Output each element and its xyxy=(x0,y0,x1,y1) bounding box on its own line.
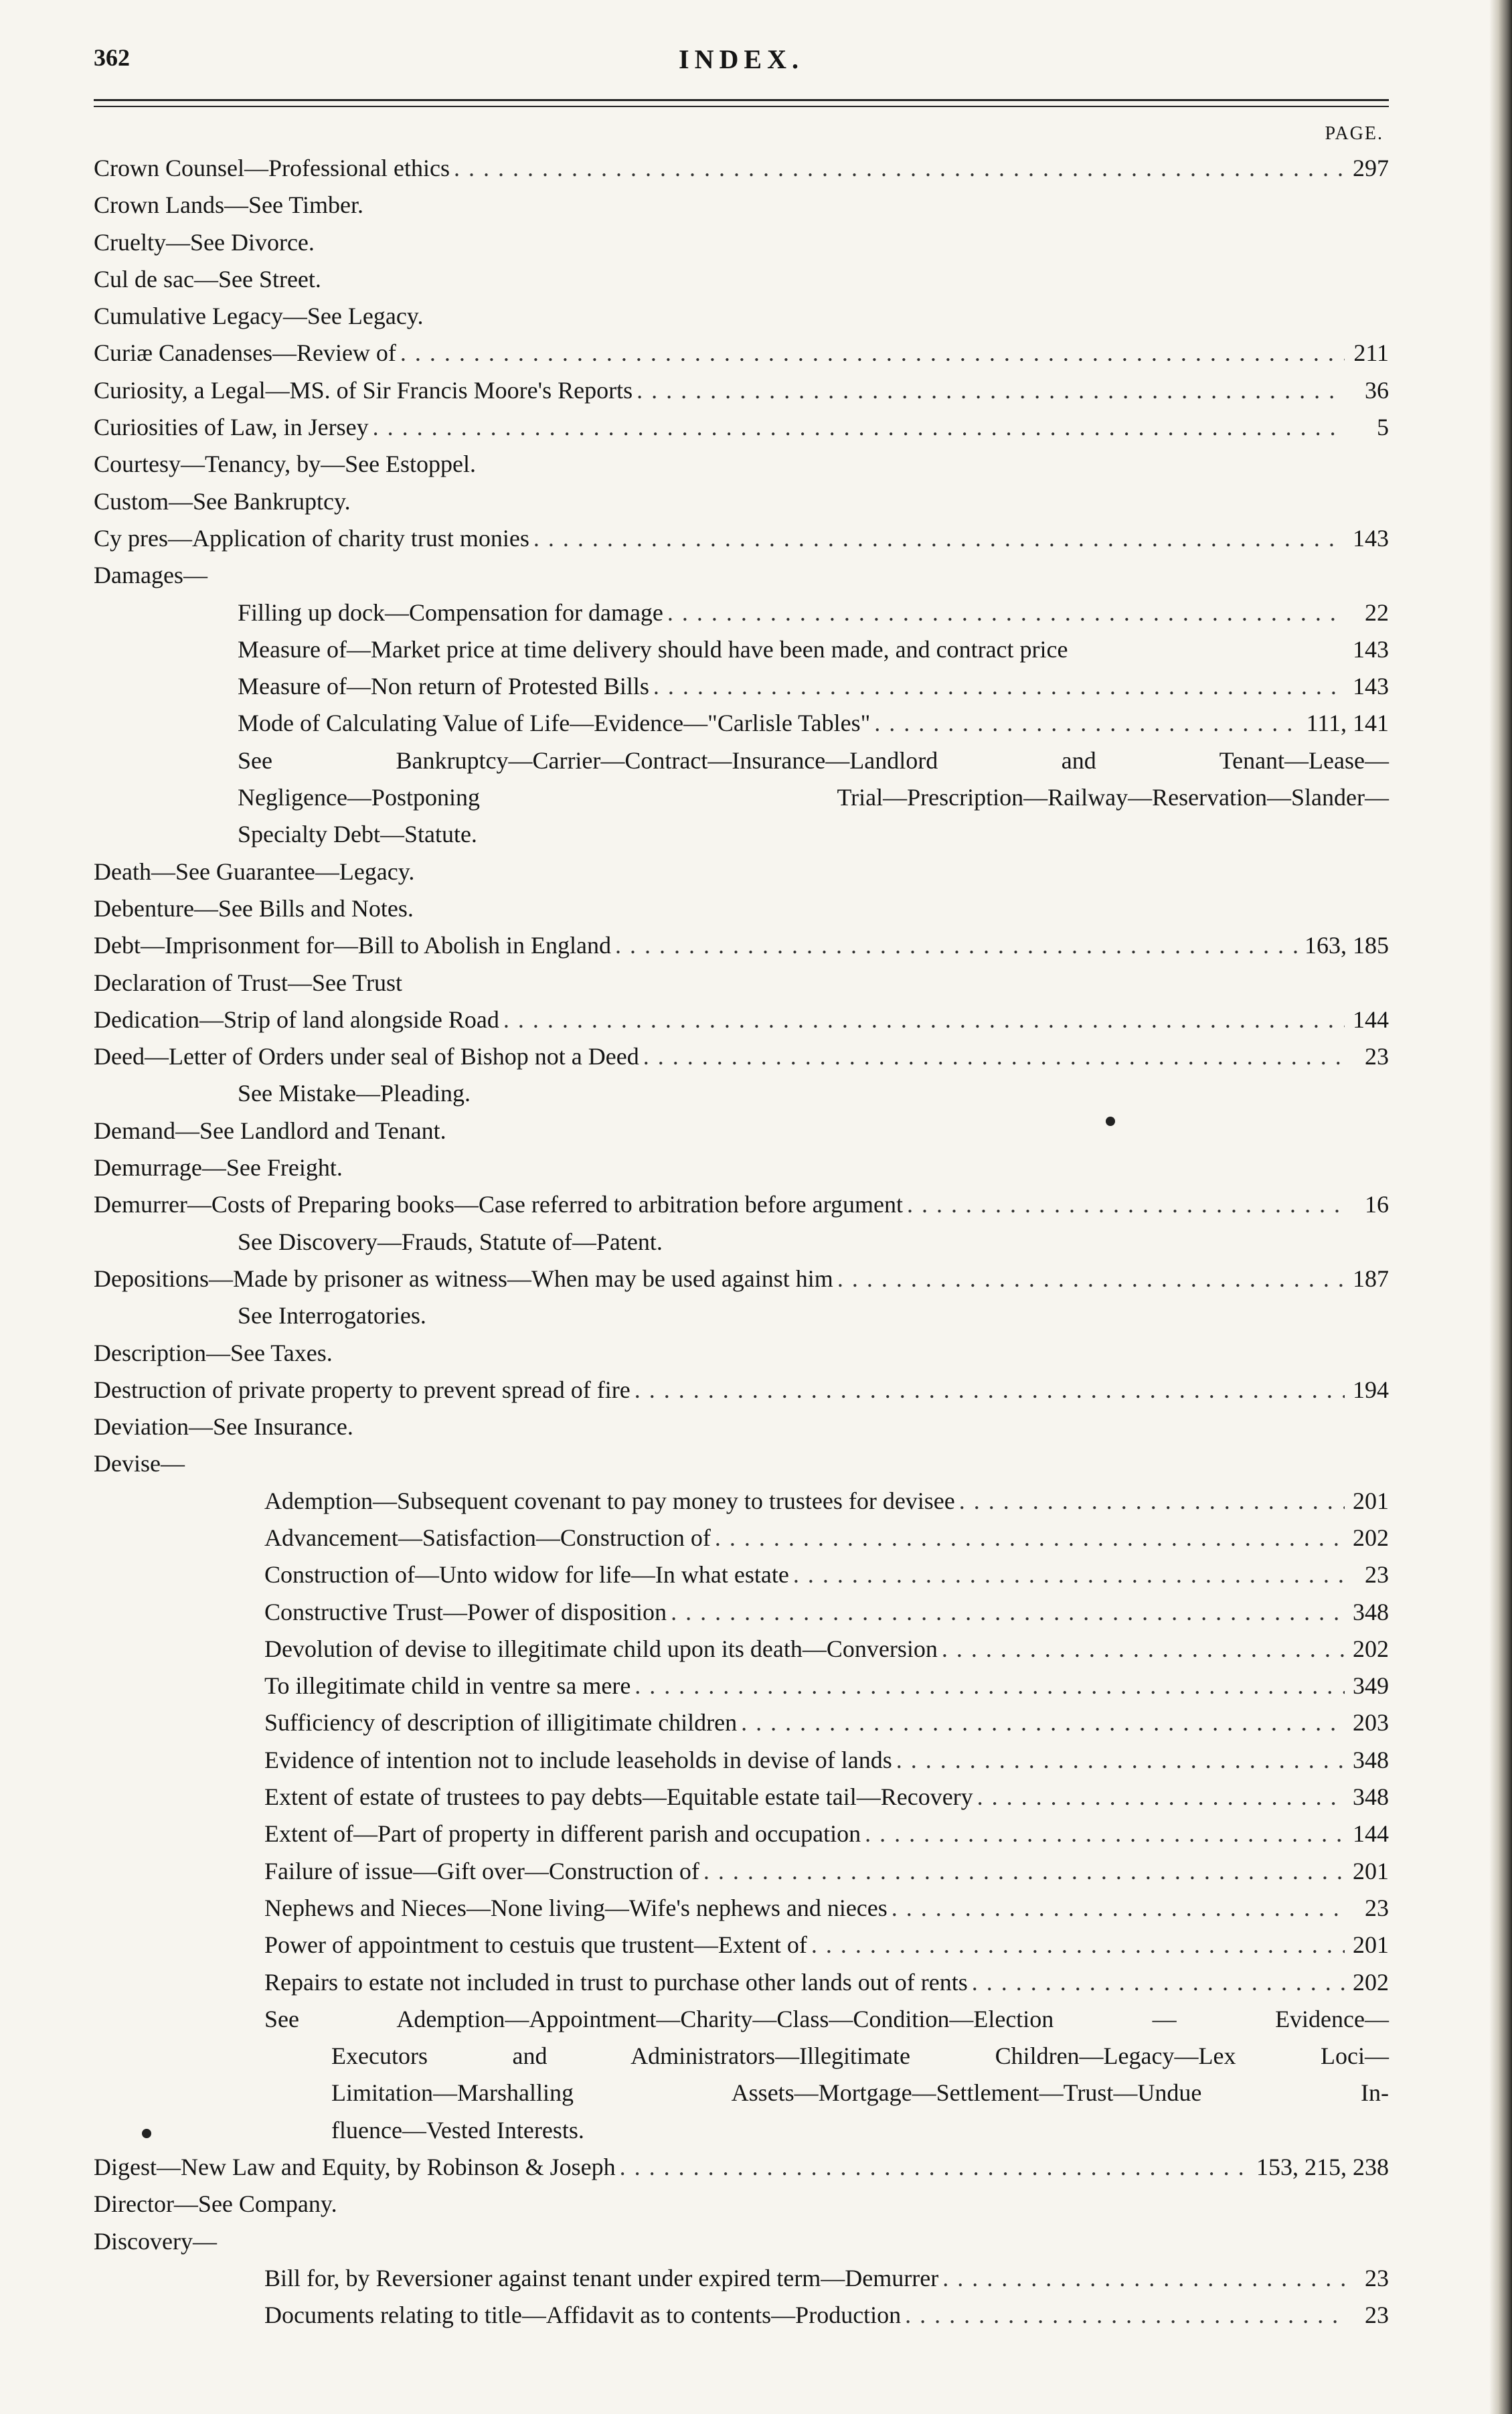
index-entry xyxy=(94,1038,1389,1075)
entry-page-ref xyxy=(1349,2223,1389,2260)
entry-text: Negligence—Postponing Trial—Prescription—Railway—Reservation—Slander— xyxy=(238,784,1389,811)
dot-leader xyxy=(635,1668,1345,1704)
entry-text: Specialty Debt—Statute. xyxy=(238,821,477,848)
entry-page-ref: 36 xyxy=(1365,376,1389,404)
entry-text: Evidence of intention not to include leaseholds in devise of lands xyxy=(264,1746,892,1773)
entry-text: Description—See Taxes. xyxy=(94,1339,333,1366)
index-entry xyxy=(94,2038,1389,2075)
entry-page-ref xyxy=(1349,298,1389,335)
entry-text: Constructive Trust—Power of disposition xyxy=(264,1598,667,1625)
entry-text: See Discovery—Frauds, Statute of—Patent. xyxy=(238,1228,663,1255)
dot-leader xyxy=(503,1001,1345,1038)
index-entry xyxy=(94,520,1389,557)
index-entry xyxy=(94,668,1389,705)
entry-page-ref xyxy=(1349,1113,1389,1149)
entry-text: Demand—See Landlord and Tenant. xyxy=(94,1117,446,1144)
dot-leader xyxy=(715,1520,1345,1556)
entry-page-ref: 23 xyxy=(1365,1894,1389,1921)
index-entry xyxy=(94,594,1389,631)
entry-page-ref xyxy=(1349,2112,1389,2149)
dot-leader xyxy=(643,1038,1345,1075)
index-entry xyxy=(94,1297,1389,1334)
dot-leader xyxy=(653,668,1345,705)
dot-leader xyxy=(671,1594,1345,1631)
entry-page-ref: 202 xyxy=(1353,1968,1389,1996)
index-entry xyxy=(94,557,1389,594)
index-entry xyxy=(94,187,1389,224)
index-entry xyxy=(94,1631,1389,1668)
index-entry xyxy=(94,2223,1389,2260)
index-entry xyxy=(94,890,1389,927)
entry-page-ref xyxy=(1349,2186,1389,2223)
index-entry xyxy=(94,335,1389,372)
entry-page-ref: 348 xyxy=(1353,1598,1389,1625)
index-entry xyxy=(94,1742,1389,1779)
index-entry xyxy=(94,1779,1389,1816)
index-entry xyxy=(94,854,1389,890)
entry-text: Nephews and Nieces—None living—Wife's nephews and nieces xyxy=(264,1894,888,1921)
dot-leader xyxy=(874,705,1302,742)
entry-text: See Interrogatories. xyxy=(238,1302,426,1330)
entry-text: Custom—See Bankruptcy. xyxy=(94,487,351,515)
index-entry xyxy=(94,816,1389,853)
dot-leader xyxy=(896,1742,1345,1779)
entry-page-ref: 111, 141 xyxy=(1306,710,1389,737)
index-entry xyxy=(94,1409,1389,1445)
entry-text: Measure of—Non return of Protested Bills xyxy=(238,673,649,700)
index-entry xyxy=(94,409,1389,446)
index-entry xyxy=(94,927,1389,964)
entry-page-ref: 348 xyxy=(1353,1746,1389,1773)
binding-edge xyxy=(1489,0,1512,2414)
entry-page-ref: 153, 215, 238 xyxy=(1256,2154,1389,2181)
dot-leader xyxy=(865,1816,1345,1852)
dot-leader xyxy=(400,335,1345,372)
entry-text: Sufficiency of description of illigitimate children xyxy=(264,1709,738,1737)
entry-text: Discovery— xyxy=(94,2227,217,2255)
dot-leader xyxy=(615,927,1300,964)
dot-leader xyxy=(635,1372,1345,1409)
entry-text: Limitation—Marshalling Assets—Mortgage—Settlement—Trust—Undue In- xyxy=(331,2079,1389,2107)
index-entry xyxy=(94,1335,1389,1372)
entry-text: Curiosity, a Legal—MS. of Sir Francis Moore's Reports xyxy=(94,376,633,404)
index-entry xyxy=(94,1556,1389,1593)
entry-text: Digest—New Law and Equity, by Robinson & Joseph xyxy=(94,2154,616,2181)
entry-text: Depositions—Made by prisoner as witness—When may be used against him xyxy=(94,1265,833,1292)
index-entry xyxy=(94,742,1389,779)
entry-text: Deviation—See Insurance. xyxy=(94,1413,353,1441)
entry-text: Repairs to estate not included in trust to purchase other lands out of rents xyxy=(264,1968,968,1996)
entry-page-ref: 144 xyxy=(1353,1005,1389,1033)
entry-page-ref xyxy=(1349,854,1389,890)
entry-page-ref: 23 xyxy=(1365,2264,1389,2291)
index-entry xyxy=(94,1149,1389,1186)
index-entry xyxy=(94,2075,1389,2111)
entry-text: Destruction of private property to prevent spread of fire xyxy=(94,1376,631,1403)
index-entry xyxy=(94,1964,1389,2001)
entry-page-ref xyxy=(1349,483,1389,520)
dot-leader xyxy=(811,1927,1345,1963)
entry-page-ref xyxy=(1349,1297,1389,1334)
entry-page-ref: 201 xyxy=(1353,1857,1389,1884)
entry-page-ref: 201 xyxy=(1353,1931,1389,1959)
entry-text: Cy pres—Application of charity trust monies xyxy=(94,524,529,552)
dot-leader xyxy=(703,1853,1345,1890)
print-speck xyxy=(1106,1117,1115,1126)
entry-page-ref: 16 xyxy=(1365,1191,1389,1218)
dot-leader xyxy=(892,1890,1345,1927)
entry-text: Cul de sac—See Street. xyxy=(94,265,321,293)
index-entry xyxy=(94,2001,1389,2038)
index-entry xyxy=(94,1520,1389,1556)
entry-page-ref xyxy=(1349,557,1389,594)
entry-page-ref: 187 xyxy=(1353,1265,1389,1292)
entry-page-ref: 5 xyxy=(1377,414,1389,441)
entry-text: Advancement—Satisfaction—Construction of xyxy=(264,1524,711,1551)
entry-text: Measure of—Market price at time delivery should have been made, and contract price xyxy=(238,635,1068,663)
index-entry xyxy=(94,2297,1389,2334)
entry-page-ref: 163, 185 xyxy=(1305,932,1389,959)
entry-page-ref: 23 xyxy=(1365,1043,1389,1070)
entry-page-ref xyxy=(1349,1409,1389,1445)
index-entry xyxy=(94,1001,1389,1038)
entry-text: Devise— xyxy=(94,1450,185,1477)
index-entry xyxy=(94,2149,1389,2186)
entry-page-ref: 23 xyxy=(1365,1561,1389,1589)
entry-page-ref xyxy=(1349,224,1389,261)
entry-text: Death—See Guarantee—Legacy. xyxy=(94,858,415,885)
entry-text: Extent of estate of trustees to pay debts—Equitable estate tail—Recovery xyxy=(264,1783,973,1811)
index-entry xyxy=(94,446,1389,483)
entry-page-ref: 202 xyxy=(1353,1635,1389,1662)
entry-text: Cumulative Legacy—See Legacy. xyxy=(94,303,424,330)
index-entry xyxy=(94,1890,1389,1927)
entry-page-ref: 22 xyxy=(1365,598,1389,626)
dot-leader xyxy=(837,1261,1345,1297)
entry-text: Debenture—See Bills and Notes. xyxy=(94,894,414,922)
page-column-label: PAGE. xyxy=(1325,123,1383,144)
entry-page-ref xyxy=(1349,261,1389,298)
entry-text: Executors and Administrators—Illegitimate Children—Legacy—Lex Loci— xyxy=(331,2042,1389,2070)
dot-leader xyxy=(741,1704,1345,1741)
dot-leader xyxy=(637,372,1345,409)
dot-leader xyxy=(620,2149,1252,2186)
entry-text: Crown Lands—See Timber. xyxy=(94,191,364,219)
entry-text: Director—See Company. xyxy=(94,2190,337,2218)
dot-leader xyxy=(942,2260,1345,2297)
index-entry xyxy=(94,483,1389,520)
entry-page-ref xyxy=(1349,446,1389,483)
entry-page-ref: 144 xyxy=(1353,1820,1389,1848)
entry-text: See Mistake—Pleading. xyxy=(238,1080,471,1107)
entry-text: Courtesy—Tenancy, by—See Estoppel. xyxy=(94,451,477,478)
index-entry xyxy=(94,1186,1389,1223)
dot-leader xyxy=(905,2297,1345,2334)
index-entry xyxy=(94,779,1389,816)
index-entry xyxy=(94,372,1389,409)
entry-page-ref xyxy=(1349,965,1389,1001)
entry-page-ref: 143 xyxy=(1353,524,1389,552)
index-entry xyxy=(94,1445,1389,1482)
index-entry xyxy=(94,1224,1389,1261)
index-entry xyxy=(94,298,1389,335)
entry-page-ref xyxy=(1349,1075,1389,1112)
entry-page-ref: 143 xyxy=(1353,673,1389,700)
entry-page-ref: 203 xyxy=(1353,1709,1389,1737)
entry-text: Devolution of devise to illegitimate child upon its death—Conversion xyxy=(264,1635,938,1662)
entry-text: Construction of—Unto widow for life—In what estate xyxy=(264,1561,789,1589)
entry-text: Power of appointment to cestuis que trustent—Extent of xyxy=(264,1931,807,1959)
index-entry xyxy=(94,705,1389,742)
entry-text: See Ademption—Appointment—Charity—Class—Condition—Election — Evidence— xyxy=(264,2005,1389,2032)
entry-text: Extent of—Part of property in different parish and occupation xyxy=(264,1820,861,1848)
entry-page-ref: 201 xyxy=(1353,1487,1389,1514)
index-entry xyxy=(94,1483,1389,1520)
print-speck xyxy=(142,2129,151,2138)
entry-page-ref xyxy=(1349,1149,1389,1186)
index-entry xyxy=(94,1668,1389,1704)
index-entry xyxy=(94,1261,1389,1297)
entry-text: Declaration of Trust—See Trust xyxy=(94,969,403,996)
entry-text: See Bankruptcy—Carrier—Contract—Insurance—Landlord and Tenant—Lease— xyxy=(238,746,1389,774)
entry-text: Documents relating to title—Affidavit as to contents—Production xyxy=(264,2302,902,2329)
dot-leader xyxy=(793,1556,1345,1593)
entry-text: Deed—Letter of Orders under seal of Bishop not a Deed xyxy=(94,1043,639,1070)
entry-text: Damages— xyxy=(94,562,207,589)
entry-text: Demurrage—See Freight. xyxy=(94,1154,343,1182)
index-entry xyxy=(94,1816,1389,1852)
index-entry xyxy=(94,1927,1389,1963)
entry-text: Crown Counsel—Professional ethics xyxy=(94,155,450,181)
entry-page-ref xyxy=(1349,816,1389,853)
index-entries xyxy=(94,150,1389,2334)
dot-leader xyxy=(667,594,1345,631)
entry-page-ref: 202 xyxy=(1353,1524,1389,1551)
entry-text: Mode of Calculating Value of Life—Evidence—"Carlisle Tables" xyxy=(238,710,871,737)
entry-page-ref xyxy=(1349,1445,1389,1482)
entry-page-ref: 348 xyxy=(1353,1783,1389,1811)
dot-leader xyxy=(977,1779,1345,1816)
dot-leader xyxy=(942,1631,1345,1668)
entry-text: Dedication—Strip of land alongside Road xyxy=(94,1005,499,1033)
dot-leader xyxy=(959,1483,1345,1520)
entry-text: fluence—Vested Interests. xyxy=(331,2116,584,2144)
index-entry xyxy=(94,224,1389,261)
entry-page-ref xyxy=(1349,890,1389,927)
entry-text: Ademption—Subsequent covenant to pay money to trustees for devisee xyxy=(264,1487,955,1514)
page-number: 362 xyxy=(94,44,130,71)
entry-page-ref: 211 xyxy=(1353,339,1389,367)
entry-text: Debt—Imprisonment for—Bill to Abolish in England xyxy=(94,932,611,959)
dot-leader xyxy=(533,520,1345,557)
index-entry xyxy=(94,1113,1389,1149)
entry-text: Filling up dock—Compensation for damage xyxy=(238,598,663,626)
entry-page-ref: 297 xyxy=(1353,155,1389,181)
index-entry xyxy=(94,2112,1389,2149)
page-header xyxy=(94,44,1389,84)
index-entry xyxy=(94,631,1389,668)
entry-text: Demurrer—Costs of Preparing books—Case referred to arbitration before argument xyxy=(94,1191,903,1218)
entry-page-ref: 143 xyxy=(1353,635,1389,663)
index-entry xyxy=(94,2186,1389,2223)
entry-page-ref xyxy=(1349,1335,1389,1372)
index-entry xyxy=(94,261,1389,298)
entry-page-ref: 349 xyxy=(1353,1672,1389,1700)
entry-text: Cruelty—See Divorce. xyxy=(94,228,315,256)
dot-leader xyxy=(972,1964,1345,2001)
dot-leader xyxy=(907,1186,1345,1223)
index-entry xyxy=(94,1372,1389,1409)
entry-page-ref xyxy=(1349,1224,1389,1261)
entry-page-ref xyxy=(1349,187,1389,224)
entry-text: Curiosities of Law, in Jersey xyxy=(94,414,369,441)
entry-page-ref: 23 xyxy=(1365,2302,1389,2329)
running-title: INDEX. xyxy=(679,44,804,74)
index-entry xyxy=(94,1704,1389,1741)
dot-leader xyxy=(454,150,1345,187)
header-rule-bottom xyxy=(94,106,1389,107)
entry-text: To illegitimate child in ventre sa mere xyxy=(264,1672,631,1700)
header-rule-top xyxy=(94,99,1389,101)
entry-page-ref: 194 xyxy=(1353,1376,1389,1403)
index-entry xyxy=(94,1853,1389,1890)
entry-text: Bill for, by Reversioner against tenant under expired term—Demurrer xyxy=(264,2264,939,2291)
index-entry xyxy=(94,1075,1389,1112)
entry-text: Curiæ Canadenses—Review of xyxy=(94,339,396,367)
index-entry xyxy=(94,1594,1389,1631)
entry-text: Failure of issue—Gift over—Construction of xyxy=(264,1857,699,1884)
dot-leader xyxy=(373,409,1345,446)
index-entry xyxy=(94,150,1389,187)
index-entry xyxy=(94,2260,1389,2297)
index-entry xyxy=(94,965,1389,1001)
